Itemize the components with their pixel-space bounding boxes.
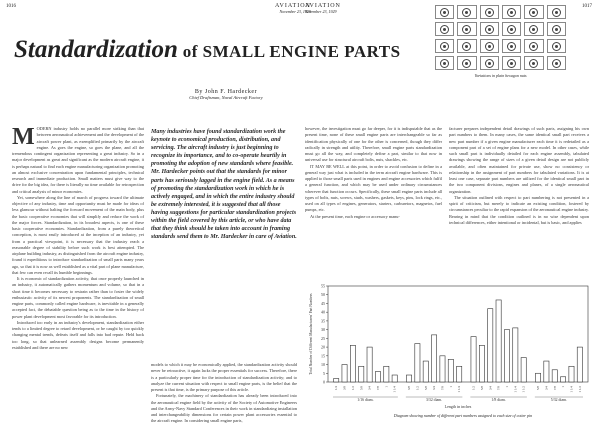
x-tick-label: 3/4 [367,386,372,391]
bar [384,366,389,382]
nut-cell [480,56,499,70]
nut-cell [524,56,543,70]
bar [457,366,462,382]
x-tick-label: 1 [448,386,453,388]
nut-icon [507,25,516,34]
nut-icon [529,8,538,17]
nut-cell [524,39,543,53]
nut-icon [507,59,516,68]
bar [342,365,347,382]
bar [440,356,445,382]
nut-cell [457,56,476,70]
nut-icon [462,8,471,17]
body-column-4 [449,126,589,282]
y-tick-label: 45 [321,300,325,306]
nut-icon [440,25,449,34]
y-tick-label: 20 [321,344,325,350]
cotter-pin-chart [306,282,594,420]
x-tick-label: 1 1/2 [521,386,526,393]
pull-quote: Many industries have found standardization work the keynote to economical production, distribution, and servicing. The aircraft industry is just beginning to recognize its importance, and to co-operate heartily in promoting the adoption of new standards where feasible. Mr. Hardecker points out that the standards for minor parts has seriously lagged in the engine field. As a means of promoting the standardization work in which he is actively engaged, and in which the entire industry should be extremely interested, it is suggested that all those having suggestions for particular standardization projects within the field covered by this article, or who have data that they think should be taken into account in framing standards send them to Mr. Hardecker in care of Aviation. [151,129,297,241]
nut-icon [552,59,561,68]
bar [359,366,364,382]
x-tick-label: 1 [504,386,509,388]
nut-icon [440,59,449,68]
nut-cell [457,39,476,53]
nut-cell [547,39,566,53]
chart-caption: Diagram showing number of different part numbers assigned to each size of cotter pin [393,413,533,418]
x-tick-label: 1/4 [334,386,339,391]
bar [544,361,549,382]
bar [577,347,582,382]
paragraph: Introduced too early in an industry's development, standardization either tends to a limited degree to retard development, or be caught by too quickly changing mental trends, defeats itself and falls into bad repute. Held back too long, so that unlearned assembly designs become permanently established and there are no new [12,319,144,350]
y-tick-label: 10 [321,362,325,368]
author-name: By John F. Hardecker [194,89,258,95]
paragraph: It is economic of standardization activity, that once properly launched in an industry, it automatically gathers momentum and volume, so that in a short time it becomes necessary to restrain rather than to foster the widely enthusiastic activity of its newest proponents. The standardization of small engine parts, commonly called engine hardware, is inevitable in a generally accepted fact, the debatable question being as to the time in the history of power plant development most favorable for its introduction. [12,276,144,319]
group-label: 1/16 diam. [357,398,374,402]
nut-cell [480,22,499,36]
paragraph: facturer prepares independent detail drawings of such parts, assigning his own part numbers to them. In many cases, the same identical small part receives a new part number if a given engine manufacturer each time it is redetailed as a component part of a set of engine plans for a new model. In other cases, while such small part is individually detailed for each engine assembly, tabulated drawings showing the range of sizes of a given detail design are not publicly available, and often maintained for private use, show no consistency or relationship in the assignment of part numbers for tabulated variations. It is at least one case, separate part numbers are utilized for the identical small part in the two component divisions, engines and planes, of a single aeronautical organization. [449,126,589,194]
nut-cell [502,22,521,36]
x-tick-label: 3/8 [407,386,412,391]
x-tick-label: 1 1/2 [577,386,582,393]
figure-caption: Variations in plain hexagon nuts [474,73,527,78]
nut-icon [462,42,471,51]
page-number-left: 1016 [6,4,16,9]
nut-cell [435,56,454,70]
y-tick-label: 0 [323,379,325,385]
title-word: Standardization [14,36,178,63]
y-tick-label: 25 [321,335,325,341]
paragraph: Yet, somewhere along the line of march of progress toward the ultimate objective of any industry, time and opportunity must be made for ideas of less glamour without halting the forward movement of the main body, plus the basic cooperative economies that will simplify and reduce the work of the major forces. Standardization, in its broadest aspects, is one of these basic cooperative economies. Standardization, from a purely theoretical conception, is most easily introduced at the inception of an industry, yet from a practical viewpoint, it is necessary that the industry reach a reasonable degree of stability before such work is best attempted. The airplane building industry, as distinguished from the aircraft engine industry, found it expeditious to introduce standardization of small parts many years ago, so that it is now as well established as a vital part of plane manufacture, that few can even recall its humble beginnings. [12,194,144,275]
nut-icon [462,59,471,68]
body-column-2 [151,362,297,424]
x-tick-label: 1 1/4 [457,386,462,393]
nut-cell [435,22,454,36]
x-tick-label: 1/2 [350,386,355,391]
bar [448,359,453,382]
x-tick-label: 3/8 [342,386,347,391]
bar [375,372,380,382]
nut-cell [502,39,521,53]
magazine-name: AVIATION [305,3,341,9]
nut-icon [507,42,516,51]
x-tick-label: 7/8 [440,386,445,391]
bar-chart [306,282,594,412]
y-tick-label: 50 [321,292,325,298]
paragraph: ODERN industry holds no parallel more striking than that between aeronautical achievement and the development of the aircraft power plant, as exemplified primarily by the aircraft engine. As goes the engine, so goes the plane, and all the tremendous contingent organization representing a great industry. So in a major development as great and significant as the modern aircraft engine, it is perhaps natural to find each engine manufacturing organization promoting an almost exclusive concentration upon fundamental principles, technical research and immediate production. Small matters must give way to the drive for the big idea, for there is literally no time available for retrospection and critical analysis of minor economies. [12,126,144,194]
bar [479,345,484,382]
nut-icon [507,8,516,17]
x-tick-label: 3/4 [544,386,549,391]
nut-cell [502,56,521,70]
bar [488,309,493,382]
nut-icon [462,25,471,34]
nut-cell [547,56,566,70]
nut-cell [524,22,543,36]
issue-date: November 23, 1929 [279,9,311,14]
y-tick-label: 35 [321,318,325,324]
x-tick-label: 1 1/4 [392,386,397,393]
group-label: 1/8 diam. [491,398,506,402]
nut-cell [457,22,476,36]
nut-icon [485,42,494,51]
x-tick-label: 3/4 [432,386,437,391]
body-column-3 [305,126,442,282]
bar [471,337,476,382]
page-number-right: 1017 [582,4,592,9]
magazine-name: AVIATION [275,3,311,9]
bar [392,375,397,382]
bar [535,373,540,382]
x-tick-label: 1 1/4 [569,386,574,393]
nut-icon [529,42,538,51]
x-tick-label: 5/8 [536,386,541,391]
x-tick-label: 7/8 [375,386,380,391]
author-role: Chief Draftsman, Naval Aircraft Factory [189,95,263,100]
x-tick-label: 5/8 [479,386,484,391]
x-tick-label: 1 [384,386,389,388]
nut-cell [480,5,499,19]
bar [569,366,574,382]
x-tick-label: 1/2 [471,386,476,391]
drop-cap: M [12,124,35,150]
group-label: 3/32 diam. [425,398,443,402]
nut-icon [440,42,449,51]
paragraph: At the present time, each engine or accessory manu- [310,213,400,219]
x-tick-label: 1 1/4 [513,386,518,393]
nut-icon [552,8,561,17]
bar [406,375,411,382]
nut-icon [485,59,494,68]
x-tick-label: 5/8 [423,386,428,391]
nut-icon [529,25,538,34]
x-tick-label: 3/4 [488,386,493,391]
issue-date: November 23, 1929 [305,9,337,14]
nut-icon [485,25,494,34]
nut-icon [440,8,449,17]
nut-cell [435,39,454,53]
bar [513,328,518,382]
bar [415,344,420,382]
nut-icon [552,25,561,34]
group-label: 5/32 diam. [550,398,568,402]
y-tick-label: 5 [323,370,325,376]
article-title [14,36,401,64]
paragraph: however, the investigation must go far deeper, for it is indisputable that as the present time, none of these small engine parts are interchangeable so far as identification physically of one for the other is concerned, though they differ radically in strength and utility. Therefore, small engine parts standardization must go all the way, and completely define a part, similar to that now in universal use for structural aircraft bolts, nuts, shackles, etc. [305,126,442,163]
nut-cell [524,5,543,19]
paragraph: IT MAY BE WELL at this point, in order to avoid confusion to define in a general way just what is included in the term aircraft engine hardware. This is applied to those small parts used in engines and engine accessories which fulfil a general function, and which may be used under ordinary circumstances wherever that function occurs. Specifically, these small engine parts include all types of bolts, nuts, screws, studs, washers, gaskets, keys, pins, lock rings, etc., used on all types of engines, generators, starters, carburetors, magnetos, fuel pumps, etc. [305,163,442,213]
x-tick-label: 5/8 [359,386,364,391]
nut-cell [502,5,521,19]
nut-cell [480,39,499,53]
bar [350,345,355,382]
bar [432,335,437,382]
x-tick-label: 1/2 [415,386,420,391]
y-tick-label: 30 [321,327,325,333]
title-rest: of SMALL ENGINE PARTS [177,42,401,61]
paragraph: models to which it may be economically applied, the standardization activity should never be retroactive, it again lacks the proper essentials for success. Therefore, there is a particularly proper time for the introduction of standardization activity; and to analyze the current situation with respect to small engine parts, is the belief that the present is that time, is the primary purpose of this article. [151,362,297,392]
x-axis-label: Length in inches [444,404,472,409]
y-tick-label: 15 [321,353,325,359]
bar [334,379,339,382]
bar [367,347,372,382]
y-tick-label: 40 [321,309,325,315]
hexagon-nut-figure [435,5,566,78]
x-tick-label: 1 [561,386,566,388]
y-tick-label: 55 [321,283,325,289]
x-tick-label: 7/8 [496,386,501,391]
bar [552,370,557,382]
x-tick-label: 7/8 [552,386,557,391]
nut-cell [547,5,566,19]
nut-icon [529,59,538,68]
bar [561,377,566,382]
y-axis-label: Total Number of Different Manufacturers' Part Numbers [309,293,313,375]
bar [423,361,428,382]
nut-cell [435,5,454,19]
nut-icon [552,42,561,51]
byline [156,89,296,100]
nut-gauge-grid [435,5,566,70]
bar [496,300,501,382]
body-column-1 [12,126,144,420]
running-head-right [305,4,341,14]
nut-icon [485,8,494,17]
paragraph: The situation outlined with respect to part numbering is not presented in a spirit of criticism, but merely to indicate an existing condition, fostered by circumstances peculiar to the rapid expansion of the aeronautical engine industry. Bearing in mind that the condition outlined is in no wise dependent upon technical differences, either intentional or incidental, but is basic, and applies [449,194,589,225]
nut-cell [547,22,566,36]
bar [521,358,526,382]
bar [504,330,509,382]
paragraph: Fortunately, the machinery of standardization has already been introduced into the aeronautical engine field by the activity of the Society of Automotive Engineers and the Army-Navy Standard Conferences in their work in standardizing installation and interchangeability dimensions for certain power plant accessories essential to the aircraft engine. In considering small engine parts, [151,393,297,424]
nut-cell [457,5,476,19]
